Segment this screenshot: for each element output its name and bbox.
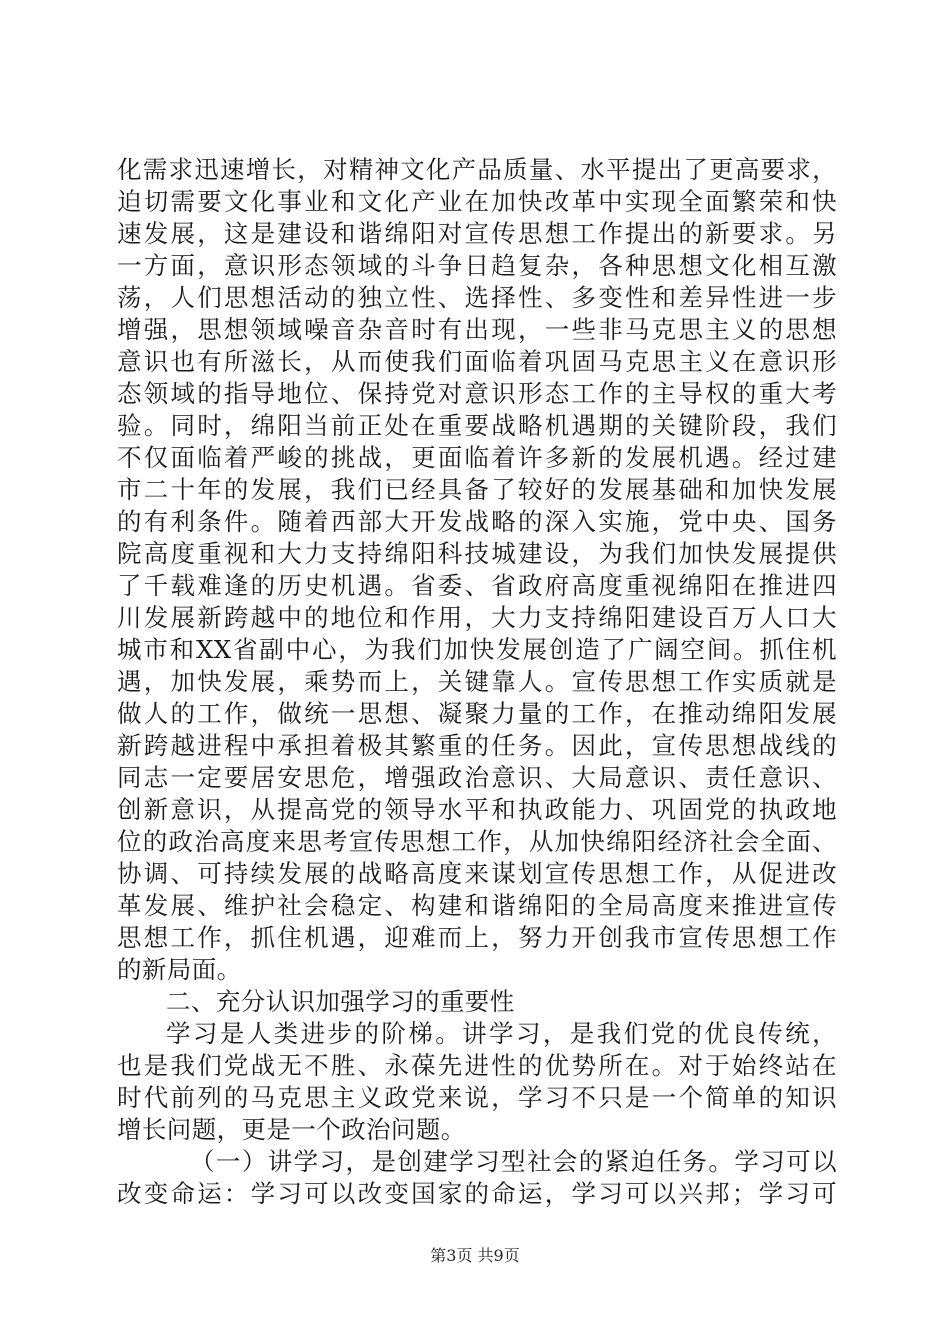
text-line: 速发展，这是建设和谐绵阳对宣传思想工作提出的新要求。另 — [117, 219, 837, 248]
text-line: 市二十年的发展，我们已经具备了较好的发展基础和加快发展 — [117, 475, 837, 504]
text-line: 也是我们党战无不胜、永葆先进性的优势所在。对于始终站在 — [117, 1051, 837, 1080]
text-line: 位的政治高度来思考宣传思想工作，从加快绵阳经济社会全面、 — [117, 827, 837, 856]
text-line: 验。同时，绵阳当前正处在重要战略机遇期的关键阶段，我们 — [117, 411, 837, 440]
text-line: 协调、可持续发展的战略高度来谋划宣传思想工作，从促进改 — [117, 859, 837, 888]
text-line: 创新意识，从提高党的领导水平和执政能力、巩固党的执政地 — [117, 795, 837, 824]
text-line: 化需求迅速增长，对精神文化产品质量、水平提出了更高要求， — [117, 155, 837, 184]
section-heading: 二、充分认识加强学习的重要性 — [166, 987, 515, 1016]
text-line: 了千载难逢的历史机遇。省委、省政府高度重视绵阳在推进四 — [117, 571, 837, 600]
subsection-line: （一）讲学习，是创建学习型社会的紧迫任务。学习可以 — [190, 1147, 837, 1176]
text-line: 同志一定要居安思危，增强政治意识、大局意识、责任意识、 — [117, 763, 837, 792]
text-line: 的有利条件。随着西部大开发战略的深入实施，党中央、国务 — [117, 507, 837, 536]
text-line: 遇，加快发展，乘势而上，关键靠人。宣传思想工作实质就是 — [117, 667, 837, 696]
text-line: 改变命运：学习可以改变国家的命运，学习可以兴邦；学习可 — [117, 1179, 837, 1208]
text-line: 学习是人类进步的阶梯。讲学习，是我们党的优良传统， — [166, 1019, 837, 1048]
text-line: 城市和XX省副中心，为我们加快发展创造了广阔空间。抓住机 — [117, 635, 837, 664]
text-line: 荡，人们思想活动的独立性、选择性、多变性和差异性进一步 — [117, 283, 837, 312]
text-line: 的新局面。 — [117, 955, 242, 984]
text-line: 时代前列的马克思主义政党来说，学习不只是一个简单的知识 — [117, 1083, 837, 1112]
text-line: 革发展、维护社会稳定、构建和谐绵阳的全局高度来推进宣传 — [117, 891, 837, 920]
text-line: 增长问题，更是一个政治问题。 — [117, 1115, 466, 1144]
text-line: 川发展新跨越中的地位和作用，大力支持绵阳建设百万人口大 — [117, 603, 837, 632]
document-body — [117, 154, 837, 1210]
text-line: 增强，思想领域噪音杂音时有出现，一些非马克思主义的思想 — [117, 315, 837, 344]
text-line: 一方面，意识形态领域的斗争日趋复杂，各种思想文化相互激 — [117, 251, 837, 280]
text-line: 意识也有所滋长，从而使我们面临着巩固马克思主义在意识形 — [117, 347, 837, 376]
text-line: 不仅面临着严峻的挑战，更面临着许多新的发展机遇。经过建 — [117, 443, 837, 472]
text-line: 思想工作，抓住机遇，迎难而上，努力开创我市宣传思想工作 — [117, 923, 837, 952]
text-line: 迫切需要文化事业和文化产业在加快改革中实现全面繁荣和快 — [117, 187, 837, 216]
page-number-footer: 第3页 共9页 — [430, 1246, 520, 1265]
text-line: 态领域的指导地位、保持党对意识形态工作的主导权的重大考 — [117, 379, 837, 408]
text-line: 院高度重视和大力支持绵阳科技城建设，为我们加快发展提供 — [117, 539, 837, 568]
text-line: 做人的工作，做统一思想、凝聚力量的工作，在推动绵阳发展 — [117, 699, 837, 728]
text-line: 新跨越进程中承担着极其繁重的任务。因此，宣传思想战线的 — [117, 731, 837, 760]
